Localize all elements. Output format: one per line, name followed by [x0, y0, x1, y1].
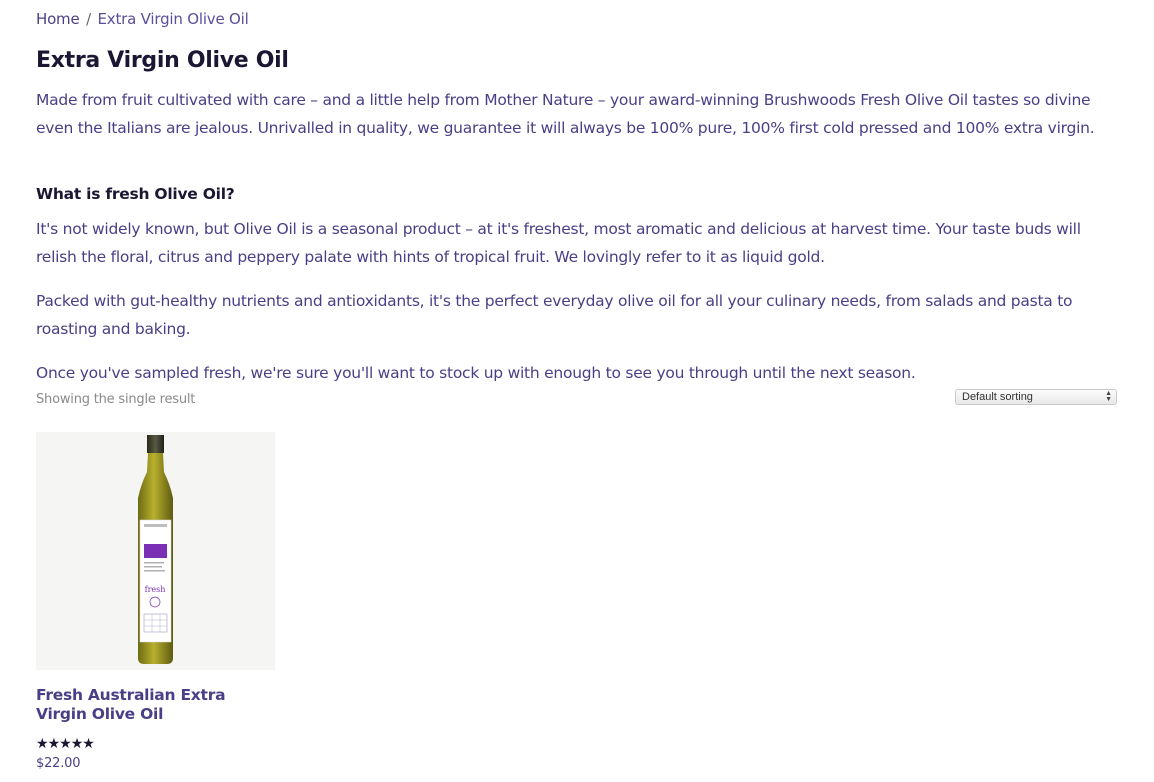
product-price: $22.00 [36, 756, 81, 771]
product-image[interactable] [36, 432, 275, 670]
star-icon: ★ [47, 736, 60, 752]
select-arrows-icon: ▲ ▼ [1105, 390, 1112, 403]
breadcrumb-separator: / [86, 10, 91, 28]
result-count: Showing the single result [36, 392, 196, 407]
breadcrumb-home-link[interactable]: Home [36, 10, 80, 28]
star-icon: ★ [59, 736, 71, 752]
description-paragraph: Packed with gut-healthy nutrients and antioxidants, it's the perfect everyday olive oil for all your culinary needs, from salads and pasta to roasting and baking. [36, 292, 1073, 338]
breadcrumb [36, 10, 249, 28]
star-icon: ★ [70, 736, 83, 752]
page-title: Extra Virgin Olive Oil [36, 48, 289, 73]
description-paragraph: It's not widely known, but Olive Oil is a seasonal product – at it's freshest, most aromatic and delicious at harvest time. Your taste buds will relish the floral, citrus and peppery palate with hints of tropical fruit. We lovingly refer to it as liquid gold. [36, 220, 1081, 266]
sorting-select-value: Default sorting [962, 391, 1033, 403]
svg-text:fresh: fresh [144, 585, 166, 594]
star-icon: ★ [82, 736, 94, 752]
description-paragraph: Once you've sampled fresh, we're sure you'll want to stock up with enough to see you through until the next season. [36, 364, 916, 382]
product-card[interactable] [36, 432, 275, 771]
breadcrumb-current: Extra Virgin Olive Oil [97, 10, 249, 28]
star-icon: ★ [36, 736, 48, 752]
description-intro: Made from fruit cultivated with care – and a little help from Mother Nature – your award-winning Brushwoods Fresh Olive Oil tastes so divine even the Italians are jealous. Unrivalled in quality, we guarantee it will always be 100% pure, 100% first cold pressed and 100% extra virgin. [36, 91, 1095, 137]
star-rating [36, 736, 275, 752]
sorting-select[interactable] [955, 389, 1117, 405]
product-name[interactable]: Fresh Australian Extra Virgin Olive Oil [36, 686, 226, 723]
description-heading: What is fresh Olive Oil? [36, 185, 235, 203]
olive-oil-bottle-icon [36, 432, 275, 670]
